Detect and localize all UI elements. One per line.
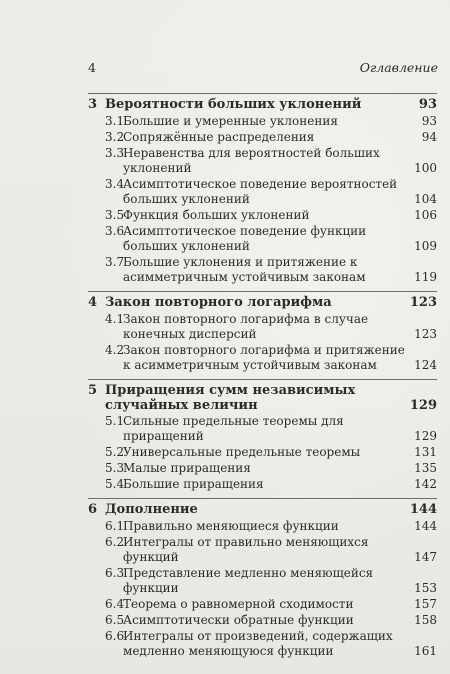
- chapter-heading[interactable]: [88, 502, 437, 518]
- section-number: 5.3: [105, 461, 125, 475]
- section-title: Большие и умеренные уклонения: [123, 114, 338, 128]
- chapter-heading[interactable]: [88, 97, 437, 113]
- section-page: 161: [414, 644, 437, 658]
- section-number: 5.4: [105, 477, 125, 491]
- toc-chapter-5: [88, 379, 437, 492]
- section-title: Закон повторного логарифма и притяжение к асимметричным устойчивым законам: [123, 343, 405, 372]
- chapter-title: Приращения сумм независимых случайных величин: [105, 383, 356, 413]
- toc-section[interactable]: [88, 177, 437, 207]
- section-number: 3.2: [105, 130, 125, 144]
- toc-section[interactable]: [88, 535, 437, 565]
- chapter-title: Дополнение: [105, 502, 198, 517]
- section-title: Закон повторного логарифма в случае конечных дисперсий: [123, 312, 369, 341]
- section-number: 6.2: [105, 535, 125, 549]
- section-number: 4.2: [105, 343, 125, 357]
- section-page: 144: [414, 519, 437, 533]
- section-title: Сильные предельные теоремы для приращений: [123, 414, 344, 443]
- toc-section[interactable]: [88, 224, 437, 254]
- section-page: 109: [414, 239, 437, 253]
- chapter-number: 5: [88, 383, 98, 398]
- page-header: [88, 60, 438, 76]
- section-title: Большие приращения: [123, 477, 264, 491]
- section-page: 94: [421, 130, 437, 144]
- section-number: 4.1: [105, 312, 125, 326]
- section-number: 3.1: [105, 114, 125, 128]
- section-title: Неравенства для вероятностей больших уклонений: [123, 146, 380, 175]
- section-page: 93: [421, 114, 437, 128]
- section-number: 3.3: [105, 146, 125, 160]
- section-page: 129: [414, 429, 437, 443]
- section-page: 158: [414, 613, 437, 627]
- section-number: 6.5: [105, 613, 125, 627]
- section-title: Теорема о равномерной сходимости: [123, 597, 354, 611]
- toc-section[interactable]: [88, 114, 437, 129]
- section-title: Универсальные предельные теоремы: [123, 445, 361, 459]
- chapter-title: Закон повторного логарифма: [105, 295, 332, 310]
- toc-section[interactable]: [88, 566, 437, 596]
- section-title: Интегралы от произведений, содержащих медленно меняющуюся функции: [123, 629, 393, 658]
- toc-section[interactable]: [88, 208, 437, 223]
- section-page: 135: [414, 461, 437, 475]
- section-title: Правильно меняющиеся функции: [123, 519, 339, 533]
- section-number: 6.4: [105, 597, 125, 611]
- section-title: Функция больших уклонений: [123, 208, 310, 222]
- chapter-page: 129: [409, 398, 437, 413]
- section-title: Большие уклонения и притяжение к асимметричным устойчивым законам: [123, 255, 366, 284]
- toc-chapter-3: [88, 93, 437, 285]
- toc-section[interactable]: [88, 629, 437, 659]
- section-number: 3.7: [105, 255, 125, 269]
- section-page: 131: [414, 445, 437, 459]
- section-number: 6.3: [105, 566, 125, 580]
- section-number: 5.2: [105, 445, 125, 459]
- chapter-number: 6: [88, 502, 98, 517]
- toc-section[interactable]: [88, 613, 437, 628]
- table-of-contents: [88, 93, 437, 665]
- section-page: 104: [414, 192, 437, 206]
- section-page: 142: [414, 477, 437, 491]
- toc-section[interactable]: [88, 343, 437, 373]
- section-title: Асимптотическое поведение вероятностей больших уклонений: [123, 177, 398, 206]
- chapter-page: 144: [409, 502, 437, 517]
- toc-section[interactable]: [88, 597, 437, 612]
- section-number: 3.6: [105, 224, 125, 238]
- section-page: 157: [414, 597, 437, 611]
- section-number: 6.1: [105, 519, 125, 533]
- toc-section[interactable]: [88, 146, 437, 176]
- section-page: 106: [414, 208, 437, 222]
- running-title: Оглавление: [359, 60, 438, 75]
- chapter-number: 3: [88, 97, 98, 112]
- chapter-page: 93: [418, 97, 437, 112]
- toc-section[interactable]: [88, 312, 437, 342]
- section-title: Асимптотическое поведение функции больших уклонений: [123, 224, 367, 253]
- section-title: Малые приращения: [123, 461, 251, 475]
- section-number: 6.6: [105, 629, 125, 643]
- section-title: Асимптотически обратные функции: [123, 613, 354, 627]
- section-page: 124: [414, 358, 437, 372]
- toc-section[interactable]: [88, 519, 437, 534]
- chapter-heading[interactable]: [88, 383, 437, 413]
- section-number: 5.1: [105, 414, 125, 428]
- section-title: Сопряжённые распределения: [123, 130, 315, 144]
- page-number: 4: [88, 60, 96, 75]
- toc-section[interactable]: [88, 477, 437, 492]
- toc-section[interactable]: [88, 255, 437, 285]
- section-page: 153: [414, 581, 437, 595]
- toc-section[interactable]: [88, 414, 437, 444]
- toc-section[interactable]: [88, 445, 437, 460]
- section-title: Представление медленно меняющейся функции: [123, 566, 374, 595]
- chapter-page: 123: [409, 295, 437, 310]
- section-number: 3.5: [105, 208, 125, 222]
- chapter-heading[interactable]: [88, 295, 437, 311]
- section-page: 123: [414, 327, 437, 341]
- section-title: Интегралы от правильно меняющихся функций: [123, 535, 369, 564]
- toc-chapter-4: [88, 291, 437, 373]
- section-page: 100: [414, 161, 437, 175]
- toc-section[interactable]: [88, 130, 437, 145]
- chapter-number: 4: [88, 295, 98, 310]
- toc-section[interactable]: [88, 461, 437, 476]
- section-page: 147: [414, 550, 437, 564]
- chapter-title: Вероятности больших уклонений: [105, 97, 362, 112]
- section-number: 3.4: [105, 177, 125, 191]
- section-page: 119: [414, 270, 437, 284]
- toc-chapter-6: [88, 498, 437, 659]
